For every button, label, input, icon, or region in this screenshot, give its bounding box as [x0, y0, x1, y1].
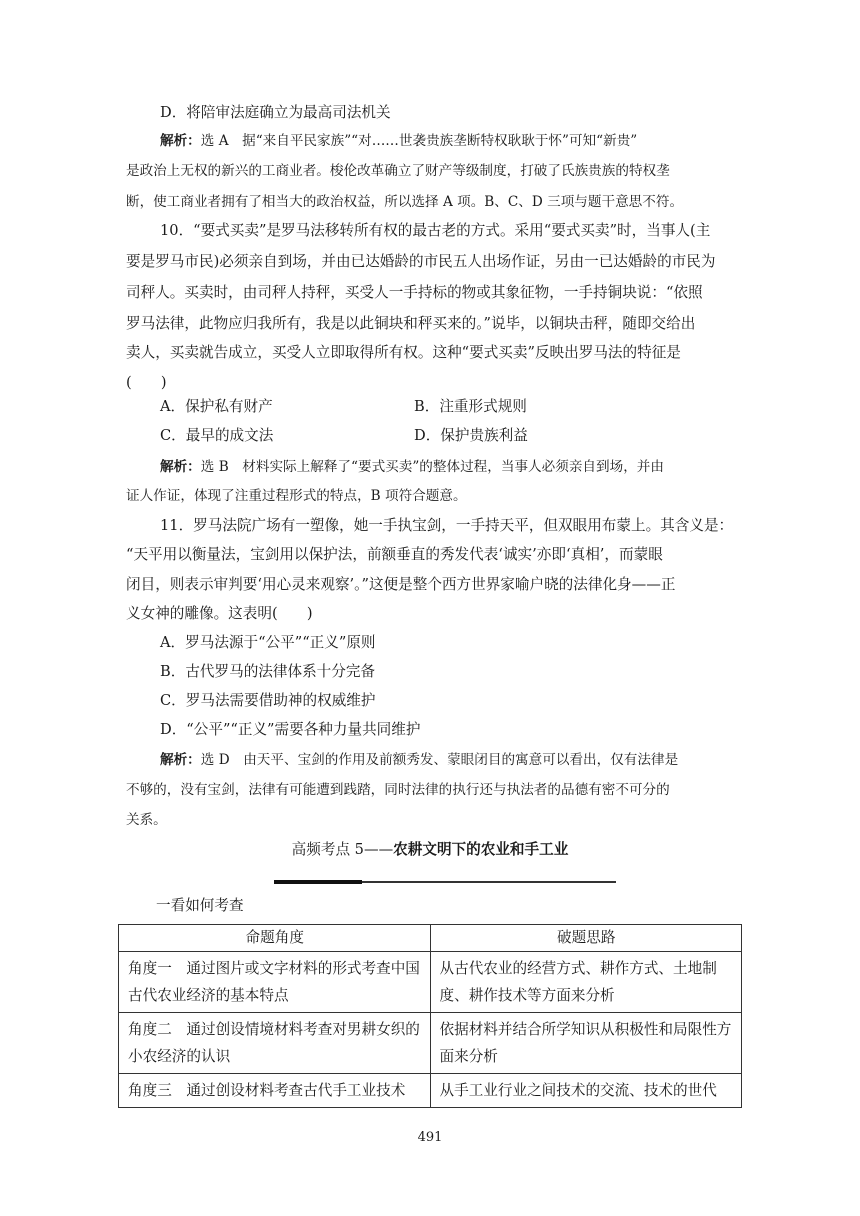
q11-stem-line: “天平用以衡量法，宝剑用以保护法，前额垂直的秀发代表‘诚实’亦即‘真相’，而蒙眼: [126, 546, 663, 563]
q10-option-c: C．最早的成文法: [160, 427, 274, 444]
q10-stem-line: 司秤人。买卖时，由司秤人持秤，买受人一手持标的物或其象征物，一手持铜块说：“依照: [126, 284, 703, 301]
q11-option-d: D．“公平”“正义”需要各种力量共同维护: [160, 721, 421, 738]
q9-option-d: D．将陪审法庭确立为最高司法机关: [160, 104, 391, 121]
q10-option-d: D．保护贵族利益: [414, 427, 528, 444]
q10-stem-line: 要是罗马市民)必须亲自到场，并由已达婚龄的市民五人出场作证，另由一已达婚龄的市民为: [126, 253, 716, 270]
q11-analysis-line: [0, 751, 860, 769]
q11-option-a: A．罗马法源于“公平”“正义”原则: [160, 634, 376, 651]
section-divider-thin: [362, 881, 616, 883]
table-header-row: [119, 925, 742, 952]
q11-option-c: C．罗马法需要借助神的权威维护: [160, 692, 376, 709]
analysis-text: 选 A 据“来自平民家族”“对……世袭贵族垄断特权耿耿于怀”可知“新贵”: [200, 133, 638, 149]
exam-angle-table: [118, 924, 742, 1108]
page-number: 491: [417, 1130, 443, 1145]
table-row: [119, 1074, 742, 1108]
analysis-label: 解析：: [160, 459, 201, 475]
table-cell: 从古代农业的经营方式、耕作方式、土地制度、耕作技术等方面来分析: [430, 952, 742, 1013]
q10-option-b: B．注重形式规则: [414, 398, 527, 415]
analysis-label: 解析：: [160, 133, 201, 149]
section-title: [0, 841, 860, 859]
q10-stem-line: 卖人，买卖就告成立，买受人立即取得所有权。这种“要式买卖”反映出罗马法的特征是: [126, 344, 681, 361]
q10-answer-blank: ( ): [126, 374, 167, 391]
section-prefix: 高频考点 5——: [291, 841, 394, 858]
q11-stem-line: 闭目，则表示审判要‘用心灵来观察’。”这便是整个西方世界家喻户晓的法律化身——正: [126, 576, 676, 593]
analysis-text: 选 D 由天平、宝剑的作用及前额秀发、蒙眼闭目的寓意可以看出，仅有法律是: [200, 752, 679, 768]
table-cell: 角度三 通过创设材料考查古代手工业技术: [119, 1074, 431, 1108]
q11-analysis-line: 关系。: [126, 812, 167, 828]
q9-analysis-line: 是政治上无权的新兴的工商业者。梭伦改革确立了财产等级制度，打破了氏族贵族的特权垄: [126, 163, 670, 179]
table-header-cell: 命题角度: [119, 925, 431, 952]
q10-option-a: A．保护私有财产: [160, 398, 273, 415]
q10-analysis-line: 证人作证，体现了注重过程形式的特点，B 项符合题意。: [126, 488, 467, 504]
q11-stem-line: 义女神的雕像。这表明( ): [126, 605, 313, 622]
q10-analysis-line: [0, 458, 860, 476]
q10-stem-line: 10．“要式买卖”是罗马法移转所有权的最古老的方式。采用“要式买卖”时，当事人(主: [160, 222, 711, 239]
table-cell: 角度一 通过图片或文字材料的形式考查中国古代农业经济的基本特点: [119, 952, 431, 1013]
q9-analysis-line: [0, 132, 860, 150]
table-cell: 依据材料并结合所学知识从积极性和局限性方面来分析: [430, 1013, 742, 1074]
q9-analysis-line: 断，使工商业者拥有了相当大的政治权益，所以选择 A 项。B、C、D 三项与题干意思不符。: [126, 194, 684, 210]
q10-stem-line: 罗马法律，此物应归我所有，我是以此铜块和秤买来的。”说毕，以铜块击秤，随即交给出: [126, 315, 696, 332]
table-row: [119, 952, 742, 1013]
q11-option-b: B．古代罗马的法律体系十分完备: [160, 663, 376, 680]
table-header-cell: 破题思路: [430, 925, 742, 952]
q11-stem-line: 11．罗马法院广场有一塑像，她一手执宝剑，一手持天平，但双眼用布蒙上。其含义是：: [160, 517, 734, 534]
analysis-text: 选 B 材料实际上解释了“要式买卖”的整体过程，当事人必须亲自到场，并由: [200, 459, 664, 475]
section-divider-thick: [274, 880, 362, 884]
analysis-label: 解析：: [160, 752, 201, 768]
table-cell: 从手工业行业之间技术的交流、技术的世代: [430, 1074, 742, 1108]
subheading: 一看如何考查: [156, 897, 244, 914]
q11-analysis-line: 不够的，没有宝剑，法律有可能遭到践踏，同时法律的执行还与执法者的品德有密不可分的: [126, 782, 670, 798]
section-name: 农耕文明下的农业和手工业: [393, 841, 569, 858]
table-cell: 角度二 通过创设情境材料考查对男耕女织的小农经济的认识: [119, 1013, 431, 1074]
table-row: [119, 1013, 742, 1074]
